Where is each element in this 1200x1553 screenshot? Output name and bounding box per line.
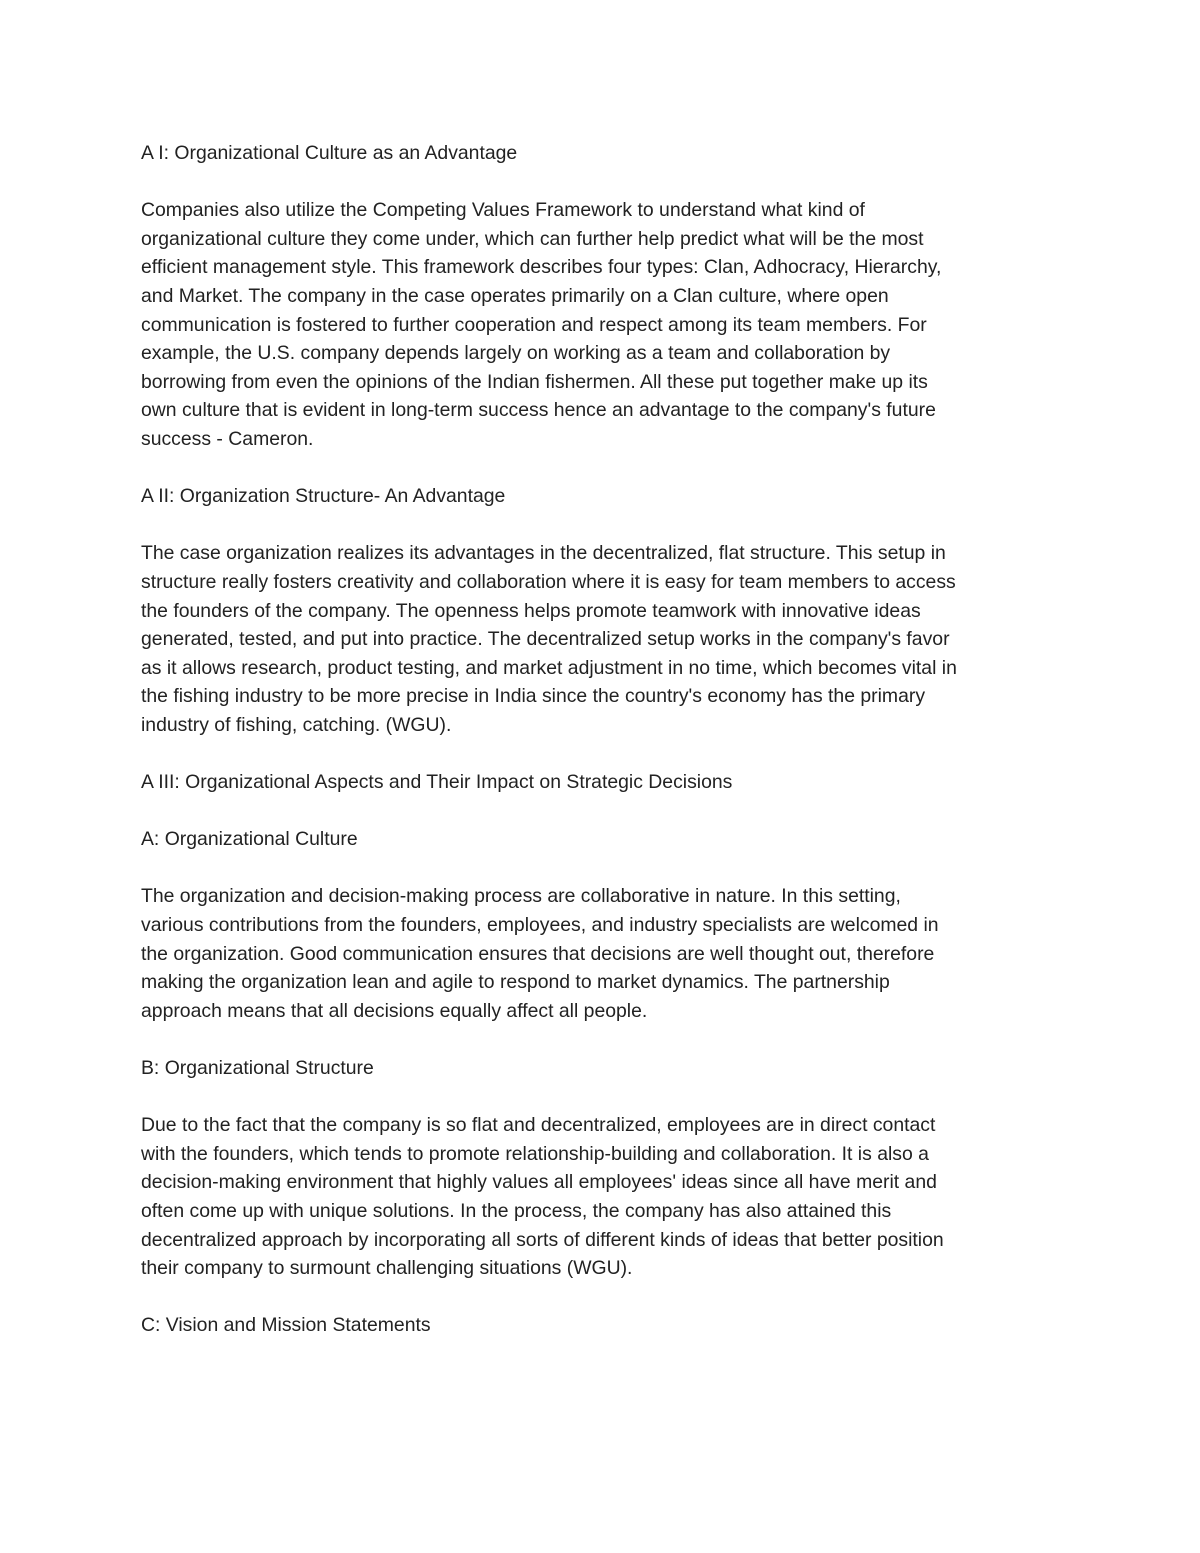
paragraph-line: Due to the fact that the company is so flat and decentralized, employees are in direct contact xyxy=(141,1114,936,1137)
paragraph-line: decision-making environment that highly values all employees' ideas since all have merit and xyxy=(141,1171,937,1194)
paragraph-line: decentralized approach by incorporating all sorts of different kinds of ideas that better position xyxy=(141,1228,944,1251)
subsection-heading-c: C: Vision and Mission Statements xyxy=(141,1314,431,1337)
paragraph-line: borrowing from even the opinions of the Indian fishermen. All these put together make up its xyxy=(141,370,928,393)
section-paragraph-a-ii xyxy=(141,539,1061,739)
paragraph-line: structure really fosters creativity and collaboration where it is easy for team members to access xyxy=(141,570,956,593)
document-body xyxy=(141,139,1061,1369)
subsection-paragraph-b xyxy=(141,1111,1061,1283)
paragraph-line: example, the U.S. company depends largely on working as a team and collaboration by xyxy=(141,342,891,365)
section-heading-a-ii: A II: Organization Structure- An Advantage xyxy=(141,485,506,508)
paragraph-line: the fishing industry to be more precise in India since the country's economy has the primary xyxy=(141,685,926,708)
paragraph-line: success - Cameron. xyxy=(141,427,314,450)
paragraph-line: industry of fishing, catching. (WGU). xyxy=(141,713,452,736)
paragraph-line: The organization and decision-making process are collaborative in nature. In this setting, xyxy=(141,885,901,908)
paragraph-line: their company to surmount challenging situations (WGU). xyxy=(141,1257,633,1280)
paragraph-line: generated, tested, and put into practice. The decentralized setup works in the company's favor xyxy=(141,628,950,651)
paragraph-line: approach means that all decisions equally affect all people. xyxy=(141,999,648,1022)
paragraph-line: communication is fostered to further cooperation and respect among its team members. For xyxy=(141,313,927,336)
subsection-heading-a: A: Organizational Culture xyxy=(141,828,358,851)
paragraph-line: Companies also utilize the Competing Values Framework to understand what kind of xyxy=(141,199,865,222)
paragraph-line: various contributions from the founders, employees, and industry specialists are welcomed in xyxy=(141,914,939,937)
paragraph-line: the organization. Good communication ensures that decisions are well thought out, therefore xyxy=(141,942,935,965)
paragraph-line: the founders of the company. The openness helps promote teamwork with innovative ideas xyxy=(141,599,921,622)
paragraph-line: as it allows research, product testing, and market adjustment in no time, which becomes vital in xyxy=(141,656,957,679)
section-paragraph-a-i xyxy=(141,196,1061,453)
section-heading-a-i: A I: Organizational Culture as an Advantage xyxy=(141,142,518,164)
paragraph-line: with the founders, which tends to promote relationship-building and collaboration. It is also a xyxy=(141,1142,929,1165)
paragraph-line: efficient management style. This framework describes four types: Clan, Adhocracy, Hierarchy, xyxy=(141,256,942,279)
subsection-heading-b: B: Organizational Structure xyxy=(141,1057,374,1079)
paragraph-line: often come up with unique solutions. In the process, the company has also attained this xyxy=(141,1199,892,1222)
paragraph-line: organizational culture they come under, which can further help predict what will be the most xyxy=(141,227,924,250)
subsection-paragraph-a xyxy=(141,882,1061,1025)
paragraph-line: own culture that is evident in long-term success hence an advantage to the company's future xyxy=(141,399,936,422)
paragraph-line: making the organization lean and agile to respond to market dynamics. The partnership xyxy=(141,971,890,994)
paragraph-line: The case organization realizes its advantages in the decentralized, flat structure. This setup in xyxy=(141,542,946,565)
section-heading-a-iii: A III: Organizational Aspects and Their Impact on Strategic Decisions xyxy=(141,771,733,794)
paragraph-line: and Market. The company in the case operates primarily on a Clan culture, where open xyxy=(141,284,889,307)
